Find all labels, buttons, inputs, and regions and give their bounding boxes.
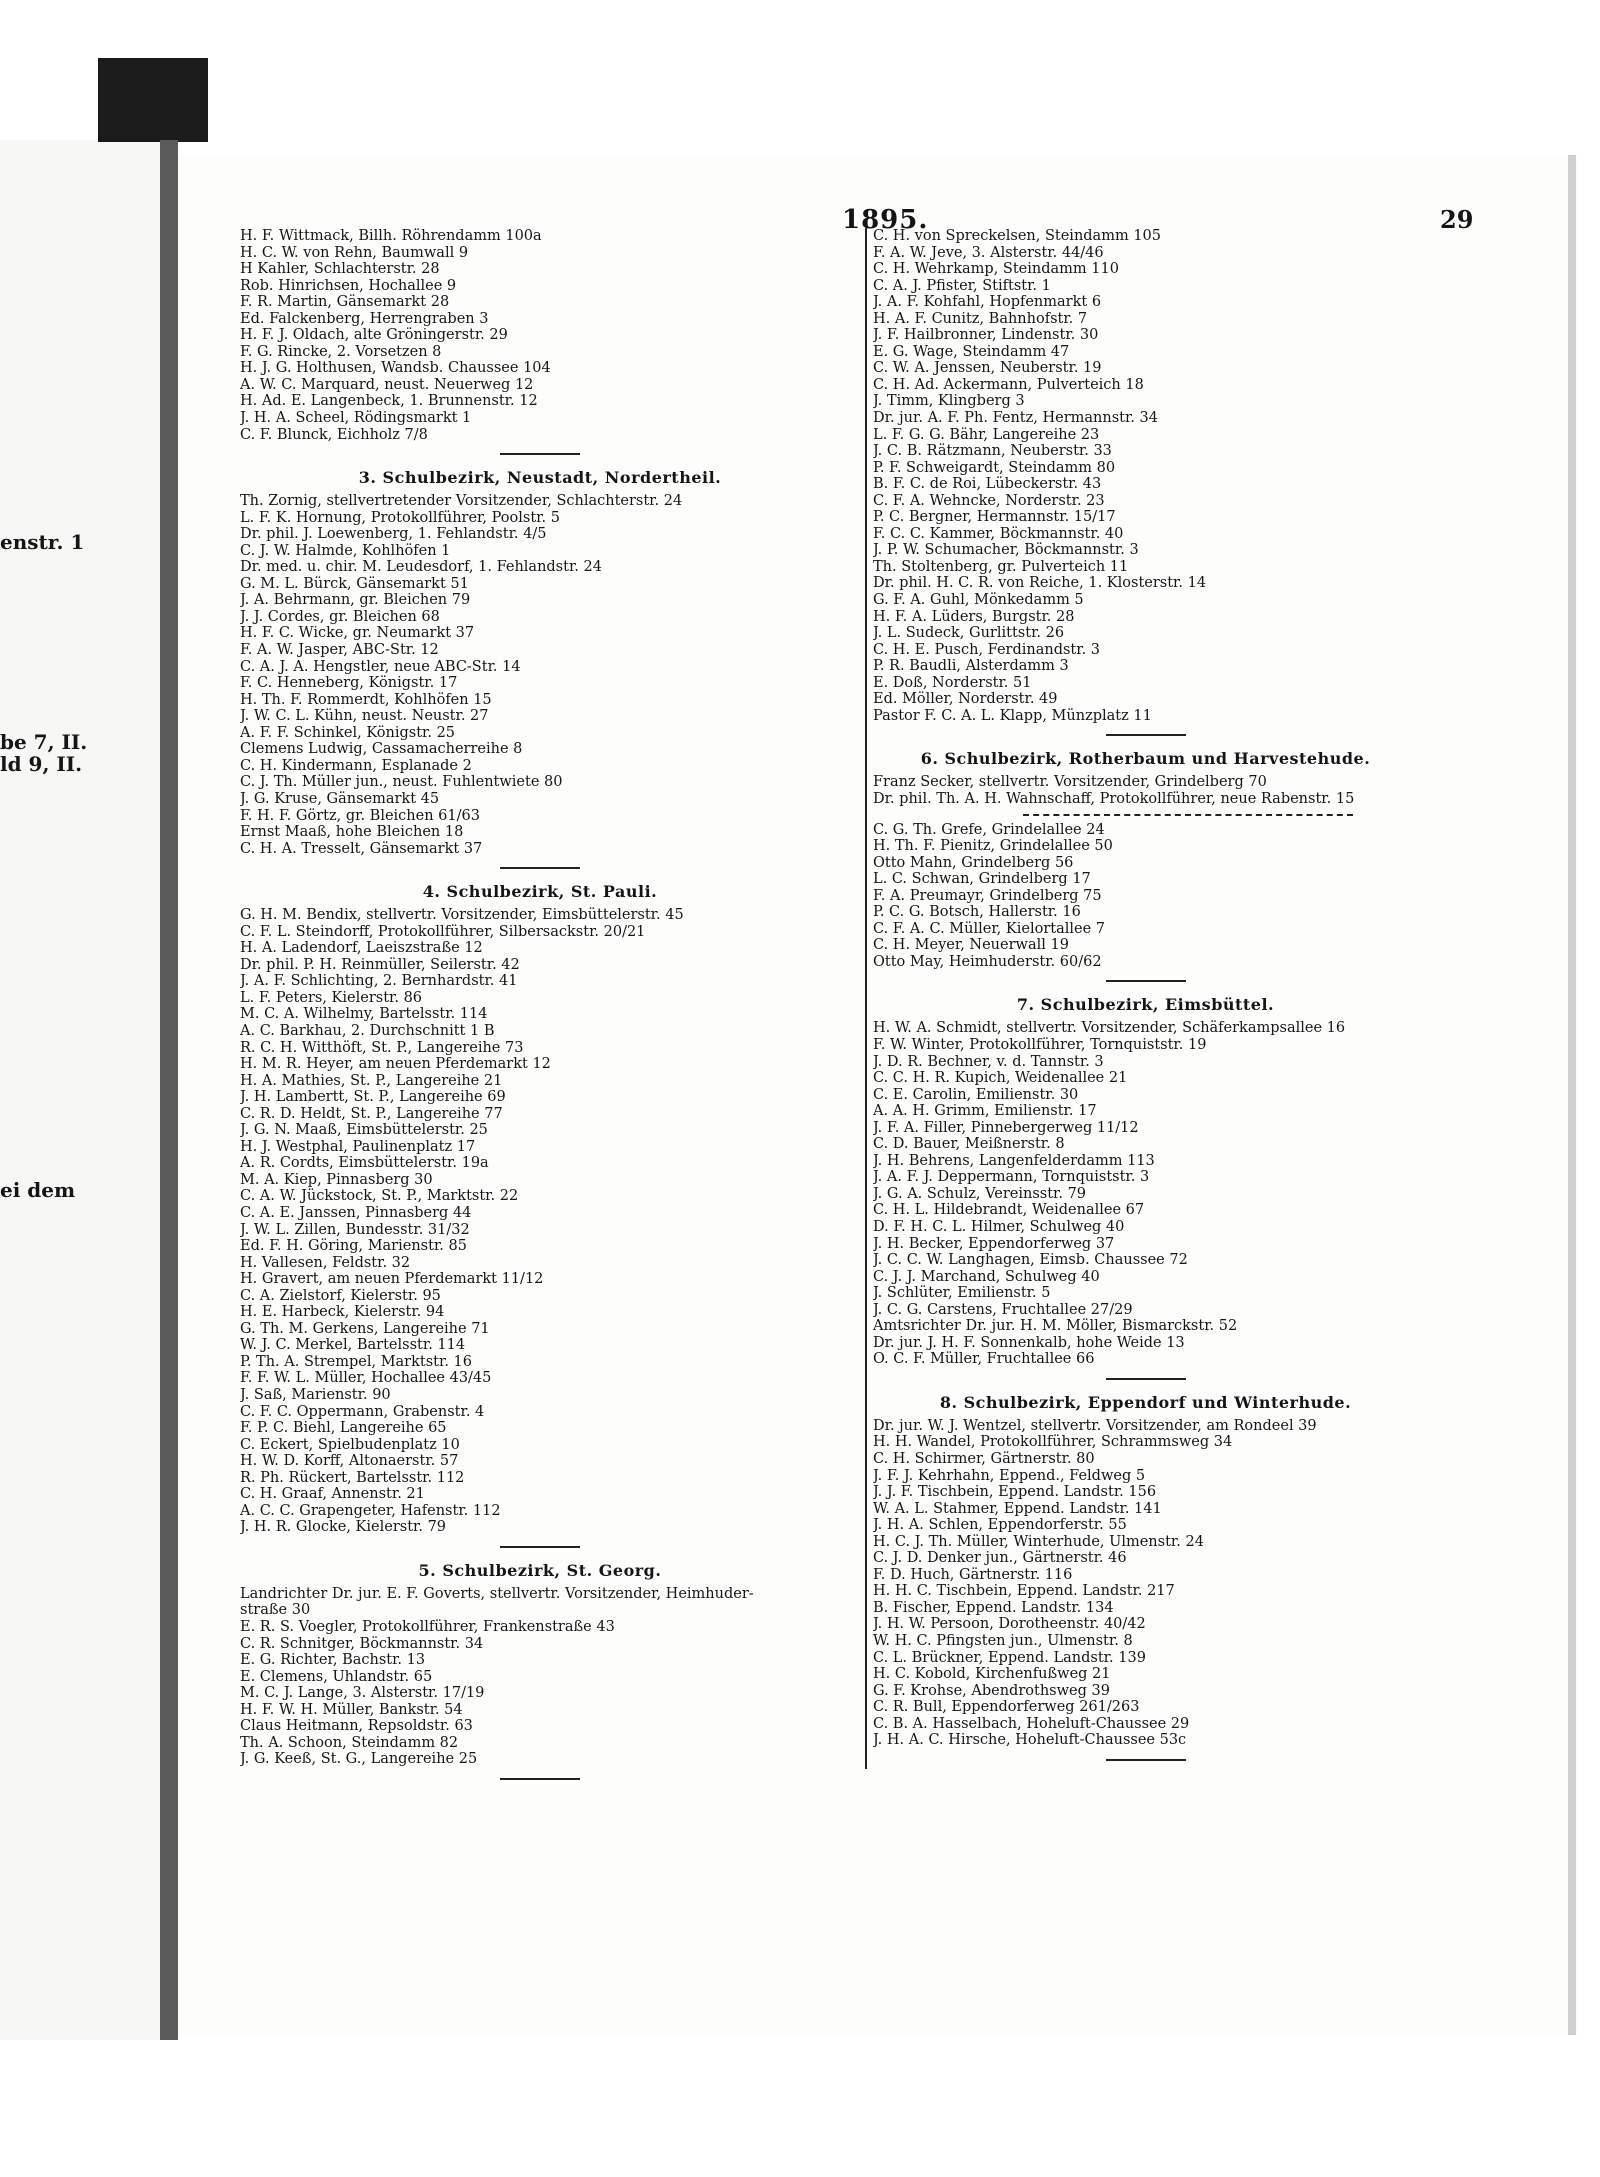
directory-entry: M. C. A. Wilhelmy, Bartelsstr. 114 (240, 1006, 488, 1023)
directory-entry: J. W. L. Zillen, Bundesstr. 31/32 (240, 1221, 470, 1238)
directory-entry: J. A. F. Schlichting, 2. Bernhardstr. 41 (240, 973, 518, 990)
directory-entry: Ernst Maaß, hohe Bleichen 18 (240, 824, 464, 841)
directory-entry: J. A. F. J. Deppermann, Tornquiststr. 3 (873, 1169, 1150, 1186)
directory-entry: H. W. A. Schmidt, stellvertr. Vorsitzender, Schäferkampsallee 16 (873, 1020, 1346, 1037)
directory-entry: J. Schlüter, Emilienstr. 5 (873, 1285, 1051, 1302)
directory-entry: F. C. C. Kammer, Böckmannstr. 40 (873, 525, 1124, 542)
directory-entry: H. F. W. H. Müller, Bankstr. 54 (240, 1701, 463, 1718)
directory-entry: J. J. Cordes, gr. Bleichen 68 (240, 608, 440, 625)
directory-entry: J. G. Keeß, St. G., Langereihe 25 (240, 1751, 478, 1768)
directory-entry: C. A. J. Pfister, Stiftstr. 1 (873, 277, 1051, 294)
directory-entry: Clemens Ludwig, Cassamacherreihe 8 (240, 741, 523, 758)
directory-entry: Ed. Falckenberg, Herrengraben 3 (240, 310, 489, 327)
directory-entry: C. J. D. Denker jun., Gärtnerstr. 46 (873, 1550, 1127, 1567)
directory-entry: Dr. jur. J. H. F. Sonnenkalb, hohe Weide 13 (873, 1334, 1185, 1351)
directory-entry: J. F. A. Filler, Pinnebergerweg 11/12 (873, 1119, 1139, 1136)
directory-entry: H. C. J. Th. Müller, Winterhude, Ulmenstr. 24 (873, 1533, 1204, 1550)
directory-entry: Amtsrichter Dr. jur. H. M. Möller, Bismarckstr. 52 (873, 1318, 1238, 1335)
directory-entry: J. D. R. Bechner, v. d. Tannstr. 3 (873, 1053, 1104, 1070)
directory-entry: C. D. Bauer, Meißnerstr. 8 (873, 1136, 1065, 1153)
directory-entry: C. H. Ad. Ackermann, Pulverteich 18 (873, 376, 1144, 393)
directory-entry: F. R. Martin, Gänsemarkt 28 (240, 294, 450, 311)
directory-entry: B. Fischer, Eppend. Landstr. 134 (873, 1599, 1114, 1616)
directory-entry: C. H. Graaf, Annenstr. 21 (240, 1486, 425, 1503)
directory-entry: E. R. S. Voegler, Protokollführer, Frankenstraße 43 (240, 1619, 615, 1636)
directory-entry: Franz Secker, stellvertr. Vorsitzender, Grindelberg 70 (873, 774, 1267, 791)
directory-entry: C. R. D. Heldt, St. P., Langereihe 77 (240, 1105, 503, 1122)
right-column (865, 228, 1418, 1769)
directory-entry: J. A. Behrmann, gr. Bleichen 79 (240, 592, 471, 609)
directory-entry: F. F. W. L. Müller, Hochallee 43/45 (240, 1370, 492, 1387)
directory-entry: H. H. C. Tischbein, Eppend. Landstr. 217 (873, 1583, 1175, 1600)
directory-entry: O. C. F. Müller, Fruchtallee 66 (873, 1351, 1095, 1368)
directory-entry: C. A. Zielstorf, Kielerstr. 95 (240, 1287, 441, 1304)
directory-entry: C. F. A. C. Müller, Kielortallee 7 (873, 920, 1105, 937)
directory-entry: H. F. A. Lüders, Burgstr. 28 (873, 608, 1075, 625)
section-rule (500, 867, 580, 869)
directory-entry: G. M. L. Bürck, Gänsemarkt 51 (240, 575, 469, 592)
directory-entry: H. C. Kobold, Kirchenfußweg 21 (873, 1666, 1111, 1683)
directory-entry: J. C. C. W. Langhagen, Eimsb. Chaussee 72 (873, 1252, 1188, 1269)
end-rule (1106, 1759, 1186, 1761)
directory-entry: H. M. R. Heyer, am neuen Pferdemarkt 12 (240, 1056, 551, 1073)
directory-entry: E. Doß, Norderstr. 51 (873, 674, 1032, 691)
directory-entry: R. Ph. Rückert, Bartelsstr. 112 (240, 1469, 465, 1486)
directory-entry: Landrichter Dr. jur. E. F. Goverts, stellvertr. Vorsitzender, Heimhuder- (240, 1585, 754, 1602)
end-rule (500, 1778, 580, 1780)
directory-entry: H. Gravert, am neuen Pferdemarkt 11/12 (240, 1271, 544, 1288)
directory-entry: C. B. A. Hasselbach, Hoheluft-Chaussee 29 (873, 1715, 1190, 1732)
directory-entry: F. P. C. Biehl, Langereihe 65 (240, 1420, 447, 1437)
previous-page-fragment: be 7, II. (0, 730, 88, 754)
directory-entry: H. A. Mathies, St. P., Langereihe 21 (240, 1072, 503, 1089)
directory-entry: C. J. J. Marchand, Schulweg 40 (873, 1268, 1100, 1285)
section-heading: 6. Schulbezirk, Rotherbaum und Harvestehude. (920, 749, 1371, 769)
directory-entry: C. F. A. Wehncke, Norderstr. 23 (873, 492, 1105, 509)
directory-entry: G. H. M. Bendix, stellvertr. Vorsitzender, Eimsbüttelerstr. 45 (240, 907, 684, 924)
section-heading: 3. Schulbezirk, Neustadt, Nordertheil. (358, 468, 722, 488)
directory-entry: P. C. G. Botsch, Hallerstr. 16 (873, 904, 1081, 921)
directory-entry: L. F. G. G. Bähr, Langereihe 23 (873, 426, 1100, 443)
directory-entry: Th. Stoltenberg, gr. Pulverteich 11 (873, 558, 1129, 575)
section-rule (500, 453, 580, 455)
directory-entry: L. F. K. Hornung, Protokollführer, Poolstr. 5 (240, 509, 560, 526)
left-column (240, 228, 840, 1788)
directory-entry: F. W. Winter, Protokollführer, Tornquiststr. 19 (873, 1036, 1207, 1053)
directory-entry: straße 30 (240, 1602, 311, 1619)
directory-entry: J. F. Hailbronner, Lindenstr. 30 (873, 327, 1099, 344)
directory-entry: Dr. jur. A. F. Ph. Fentz, Hermannstr. 34 (873, 410, 1158, 427)
section-heading: 5. Schulbezirk, St. Georg. (418, 1560, 662, 1580)
directory-entry: J. H. Lambertt, St. P., Langereihe 69 (240, 1089, 506, 1106)
directory-entry: H. W. D. Korff, Altonaerstr. 57 (240, 1453, 459, 1470)
directory-entry: H. Th. F. Rommerdt, Kohlhöfen 15 (240, 691, 492, 708)
directory-entry: P. C. Bergner, Hermannstr. 15/17 (873, 509, 1116, 526)
directory-entry: Th. Zornig, stellvertretender Vorsitzender, Schlachterstr. 24 (240, 493, 683, 510)
directory-entry: P. R. Baudli, Alsterdamm 3 (873, 658, 1069, 675)
directory-entry: M. A. Kiep, Pinnasberg 30 (240, 1171, 433, 1188)
directory-entry: A. A. H. Grimm, Emilienstr. 17 (873, 1103, 1097, 1120)
previous-page-edge (0, 140, 165, 2040)
directory-entry: C. H. Meyer, Neuerwall 19 (873, 937, 1069, 954)
directory-entry: J. F. J. Kehrhahn, Eppend., Feldweg 5 (873, 1467, 1146, 1484)
directory-entry: J. H. A. Scheel, Rödingsmarkt 1 (240, 410, 472, 427)
section-heading: 8. Schulbezirk, Eppendorf und Winterhude. (939, 1392, 1352, 1412)
directory-entry: A. C. Barkhau, 2. Durchschnitt 1 B (240, 1022, 495, 1039)
directory-entry: Ed. Möller, Norderstr. 49 (873, 691, 1058, 708)
directory-entry: L. C. Schwan, Grindelberg 17 (873, 871, 1091, 888)
directory-entry: H. J. G. Holthusen, Wandsb. Chaussee 104 (240, 360, 551, 377)
directory-entry: J. H. R. Glocke, Kielerstr. 79 (240, 1519, 447, 1536)
previous-page-fragment: enstr. 1 (0, 530, 85, 554)
directory-entry: J. W. C. L. Kühn, neust. Neustr. 27 (240, 708, 489, 725)
directory-entry: H. C. W. von Rehn, Baumwall 9 (240, 244, 469, 261)
directory-entry: J. H. W. Persoon, Dorotheenstr. 40/42 (873, 1616, 1146, 1633)
directory-entry: J. G. A. Schulz, Vereinsstr. 79 (873, 1185, 1087, 1202)
directory-entry: Pastor F. C. A. L. Klapp, Münzplatz 11 (873, 707, 1152, 724)
directory-entry: J. J. F. Tischbein, Eppend. Landstr. 156 (873, 1484, 1157, 1501)
directory-entry: G. F. Krohse, Abendrothsweg 39 (873, 1682, 1110, 1699)
directory-entry: P. F. Schweigardt, Steindamm 80 (873, 459, 1116, 476)
directory-entry: Dr. med. u. chir. M. Leudesdorf, 1. Fehlandstr. 24 (240, 559, 602, 576)
binding-shadow (98, 58, 208, 142)
directory-entry: E. G. Richter, Bachstr. 13 (240, 1652, 426, 1669)
directory-entry: L. F. Peters, Kielerstr. 86 (240, 989, 423, 1006)
dashed-separator (1023, 814, 1353, 816)
directory-entry: C. H. Schirmer, Gärtnerstr. 80 (873, 1451, 1095, 1467)
page-number: 29 (1440, 205, 1474, 234)
directory-entry: A. W. C. Marquard, neust. Neuerweg 12 (240, 376, 534, 393)
directory-entry: Dr. phil. Th. A. H. Wahnschaff, Protokollführer, neue Rabenstr. 15 (873, 790, 1355, 807)
directory-entry: A. C. C. Grapengeter, Hafenstr. 112 (240, 1502, 501, 1519)
page-year: 1895. (842, 205, 929, 235)
directory-entry: J. P. W. Schumacher, Böckmannstr. 3 (873, 542, 1139, 559)
directory-entry: Th. A. Schoon, Steindamm 82 (240, 1734, 459, 1751)
directory-entry: Otto May, Heimhuderstr. 60/62 (873, 953, 1102, 970)
book-gutter (160, 140, 178, 2040)
directory-entry: H. A. F. Cunitz, Bahnhofstr. 7 (873, 310, 1088, 327)
directory-entry: J. G. N. Maaß, Eimsbüttelerstr. 25 (240, 1122, 488, 1139)
directory-entry: H. F. C. Wicke, gr. Neumarkt 37 (240, 625, 475, 642)
directory-entry: A. F. F. Schinkel, Königstr. 25 (240, 724, 456, 741)
directory-entry: C. A. J. A. Hengstler, neue ABC-Str. 14 (240, 658, 521, 675)
directory-entry: Otto Mahn, Grindelberg 56 (873, 854, 1074, 871)
directory-entry: C. J. Th. Müller jun., neust. Fuhlentwiete 80 (240, 774, 563, 791)
directory-entry: B. F. C. de Roi, Lübeckerstr. 43 (873, 476, 1102, 493)
section-rule (1106, 980, 1186, 982)
directory-entry: F. A. W. Jasper, ABC-Str. 12 (240, 642, 439, 659)
directory-entry: C. H. Kindermann, Esplanade 2 (240, 757, 472, 774)
directory-entry: C. G. Th. Grefe, Grindelallee 24 (873, 821, 1105, 838)
previous-page-fragment: ei dem (0, 1178, 76, 1202)
directory-entry: G. Th. M. Gerkens, Langereihe 71 (240, 1320, 490, 1337)
directory-entry: H. E. Harbeck, Kielerstr. 94 (240, 1304, 445, 1321)
section-heading: 4. Schulbezirk, St. Pauli. (422, 882, 658, 902)
directory-entry: H Kahler, Schlachterstr. 28 (240, 261, 440, 278)
directory-entry: W. J. C. Merkel, Bartelsstr. 114 (240, 1337, 466, 1354)
directory-entry: Claus Heitmann, Repsoldstr. 63 (240, 1718, 473, 1735)
directory-entry: J. H. A. C. Hirsche, Hoheluft-Chaussee 53c (873, 1732, 1187, 1749)
directory-entry: C. J. W. Halmde, Kohlhöfen 1 (240, 542, 451, 559)
directory-entry: Rob. Hinrichsen, Hochallee 9 (240, 277, 457, 294)
directory-entry: H. Th. F. Pienitz, Grindelallee 50 (873, 838, 1113, 855)
directory-entry: C. A. E. Janssen, Pinnasberg 44 (240, 1204, 472, 1221)
directory-entry: C. H. L. Hildebrandt, Weidenallee 67 (873, 1202, 1145, 1219)
directory-entry: C. H. E. Pusch, Ferdinandstr. 3 (873, 641, 1101, 658)
directory-entry: C. R. Bull, Eppendorferweg 261/263 (873, 1699, 1140, 1716)
section-rule (1106, 734, 1186, 736)
directory-entry: F. H. F. Görtz, gr. Bleichen 61/63 (240, 807, 480, 824)
previous-page-fragment: ld 9, II. (0, 752, 83, 776)
directory-entry: C. C. H. R. Kupich, Weidenallee 21 (873, 1070, 1128, 1087)
directory-entry: A. R. Cordts, Eimsbüttelerstr. 19a (240, 1155, 489, 1172)
directory-entry: C. A. W. Jückstock, St. P., Marktstr. 22 (240, 1188, 519, 1205)
section-rule (1106, 1378, 1186, 1380)
directory-entry: J. G. Kruse, Gänsemarkt 45 (240, 790, 440, 807)
directory-entry: Dr. phil. J. Loewenberg, 1. Fehlandstr. 4/5 (240, 526, 547, 543)
directory-entry: G. F. A. Guhl, Mönkedamm 5 (873, 592, 1084, 609)
directory-entry: F. C. Henneberg, Königstr. 17 (240, 675, 458, 692)
directory-entry: C. W. A. Jenssen, Neuberstr. 19 (873, 360, 1102, 377)
directory-entry: Dr. jur. W. J. Wentzel, stellvertr. Vorsitzender, am Rondeel 39 (873, 1417, 1317, 1434)
directory-entry: C. H. A. Tresselt, Gänsemarkt 37 (240, 840, 483, 857)
directory-entry: M. C. J. Lange, 3. Alsterstr. 17/19 (240, 1685, 485, 1702)
directory-entry: F. A. Preumayr, Grindelberg 75 (873, 887, 1102, 904)
directory-entry: Dr. phil. P. H. Reinmüller, Seilerstr. 42 (240, 956, 520, 973)
directory-entry: H. F. J. Oldach, alte Gröningerstr. 29 (240, 327, 508, 344)
page-edge (1568, 155, 1576, 2035)
directory-entry: J. C. G. Carstens, Fruchtallee 27/29 (873, 1301, 1133, 1318)
directory-entry: D. F. H. C. L. Hilmer, Schulweg 40 (873, 1218, 1125, 1235)
directory-entry: J. A. F. Kohfahl, Hopfenmarkt 6 (873, 294, 1102, 311)
directory-entry: F. D. Huch, Gärtnerstr. 116 (873, 1566, 1073, 1583)
directory-entry: Dr. phil. H. C. R. von Reiche, 1. Klosterstr. 14 (873, 575, 1207, 592)
directory-entry: E. Clemens, Uhlandstr. 65 (240, 1668, 433, 1685)
directory-entry: J. L. Sudeck, Gurlittstr. 26 (873, 625, 1065, 642)
section-heading: 7. Schulbezirk, Eimsbüttel. (1016, 995, 1275, 1015)
directory-entry: F. A. W. Jeve, 3. Alsterstr. 44/46 (873, 244, 1104, 261)
directory-entry: C. F. Blunck, Eichholz 7/8 (240, 426, 428, 443)
directory-entry: H. H. Wandel, Protokollführer, Schrammsweg 34 (873, 1434, 1233, 1451)
directory-entry: J. H. A. Schlen, Eppendorferstr. 55 (873, 1517, 1127, 1534)
directory-entry: J. H. Behrens, Langenfelderdamm 113 (873, 1152, 1155, 1169)
directory-entry: H. Ad. E. Langenbeck, 1. Brunnenstr. 12 (240, 393, 538, 410)
directory-entry: P. Th. A. Strempel, Marktstr. 16 (240, 1353, 473, 1370)
directory-entry: Ed. F. H. Göring, Marienstr. 85 (240, 1238, 467, 1255)
directory-entry: C. L. Brückner, Eppend. Landstr. 139 (873, 1649, 1146, 1666)
directory-entry: C. F. L. Steindorff, Protokollführer, Silbersackstr. 20/21 (240, 923, 646, 940)
directory-entry: C. H. von Spreckelsen, Steindamm 105 (873, 228, 1161, 244)
directory-entry: H. F. Wittmack, Billh. Röhrendamm 100a (240, 228, 542, 244)
directory-entry: W. A. L. Stahmer, Eppend. Landstr. 141 (873, 1500, 1162, 1517)
directory-entry: J. Timm, Klingberg 3 (873, 393, 1025, 410)
directory-entry: J. C. B. Rätzmann, Neuberstr. 33 (873, 443, 1112, 460)
directory-entry: E. G. Wage, Steindamm 47 (873, 343, 1070, 360)
directory-entry: H. A. Ladendorf, Laeiszstraße 12 (240, 940, 483, 957)
directory-entry: F. G. Rincke, 2. Vorsetzen 8 (240, 343, 442, 360)
directory-entry: C. Eckert, Spielbudenplatz 10 (240, 1436, 460, 1453)
directory-entry: J. Saß, Marienstr. 90 (240, 1387, 391, 1403)
directory-entry: C. F. C. Oppermann, Grabenstr. 4 (240, 1403, 485, 1420)
directory-entry: W. H. C. Pfingsten jun., Ulmenstr. 8 (873, 1633, 1133, 1650)
directory-entry: C. E. Carolin, Emilienstr. 30 (873, 1086, 1079, 1103)
directory-entry: R. C. H. Witthöft, St. P., Langereihe 73 (240, 1039, 524, 1056)
directory-entry: H. Vallesen, Feldstr. 32 (240, 1254, 411, 1271)
directory-entry: J. H. Becker, Eppendorferweg 37 (873, 1235, 1115, 1252)
directory-entry: C. R. Schnitger, Böckmannstr. 34 (240, 1635, 484, 1652)
directory-entry: C. H. Wehrkamp, Steindamm 110 (873, 261, 1119, 278)
section-rule (500, 1546, 580, 1548)
directory-entry: H. J. Westphal, Paulinenplatz 17 (240, 1138, 476, 1155)
